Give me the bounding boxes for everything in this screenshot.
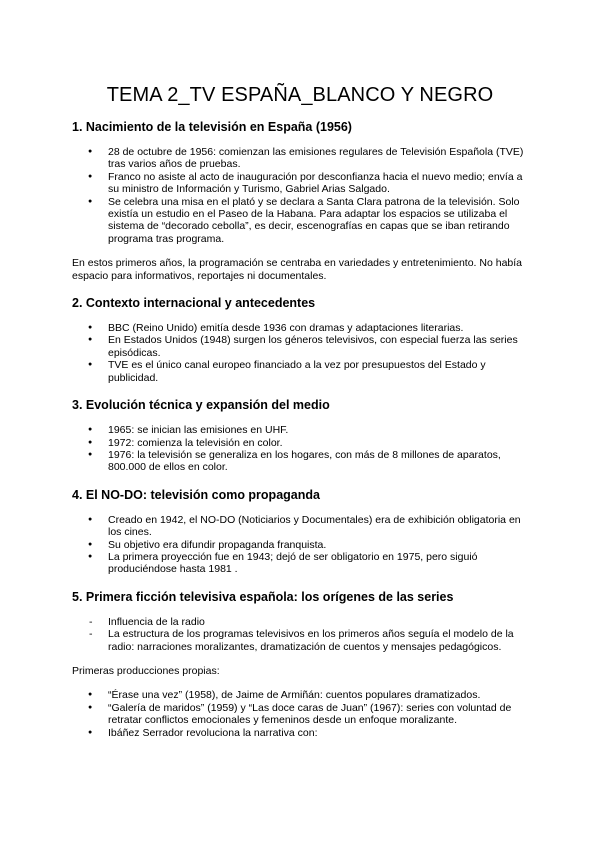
section-evolucion (72, 398, 528, 474)
section-paragraph: Primeras producciones propias: (72, 664, 220, 677)
section-contexto (72, 296, 528, 384)
list-item: ● Su objetivo era difundir propaganda franquista. (72, 539, 528, 551)
bullet-list (72, 424, 528, 474)
list-item: ● “Érase una vez” (1958), de Jaime de Armiñán: cuentos populares dramatizados. (72, 689, 528, 701)
bullet-list (72, 146, 528, 245)
list-item: ● La primera proyección fue en 1943; dejó de ser obligatorio en 1975, pero siguió produciéndose hasta 1981 . (72, 551, 528, 576)
section-heading: 4. El NO-DO: televisión como propaganda (72, 487, 320, 502)
list-item: ● Franco no asiste al acto de inauguración por desconfianza hacia el nuevo medio; envía a su ministro de Información y Turismo, Gabriel Arias Salgado. (72, 171, 528, 196)
list-item: ● “Galería de maridos” (1959) y “Las doce caras de Juan” (1967): series con voluntad de retratar conflictos emocionales y femeninos desde un enfoque moralizante. (72, 702, 528, 727)
list-item: - Influencia de la radio (72, 616, 528, 628)
list-item: ● Se celebra una misa en el plató y se declara a Santa Clara patrona de la televisión. Solo existía un estudio en el Paseo de la Habana. Para adaptar los espacios se utilizaba el sistema de “decorado cebolla”, es decir, escenografías en capas que se iban retirando programa tras programa. (72, 196, 528, 246)
dash-list (72, 616, 528, 653)
list-item: ● Ibáñez Serrador revoluciona la narrativa con: (72, 727, 528, 739)
list-item: ● 1976: la televisión se generaliza en los hogares, con más de 8 millones de aparatos, 800.000 de ellos en color. (72, 449, 528, 474)
list-item: ● TVE es el único canal europeo financiado a la vez por presupuestos del Estado y publicidad. (72, 359, 528, 384)
list-item: ● Creado en 1942, el NO-DO (Noticiarios y Documentales) era de exhibición obligatoria en los cines. (72, 514, 528, 539)
section-ficcion (72, 590, 528, 739)
document-body (72, 120, 528, 753)
list-item: ● 1965: se inician las emisiones en UHF. (72, 424, 528, 436)
list-item: ● BBC (Reino Unido) emitía desde 1936 con dramas y adaptaciones literarias. (72, 322, 528, 334)
section-heading: 2. Contexto internacional y antecedentes (72, 296, 316, 311)
document-title: TEMA 2_TV ESPAÑA_BLANCO Y NEGRO (106, 84, 494, 106)
bullet-list (72, 689, 528, 739)
section-nacimiento (72, 120, 528, 282)
list-item: ● 28 de octubre de 1956: comienzan las emisiones regulares de Televisión Española (TVE) tras varios años de pruebas. (72, 146, 528, 171)
section-heading: 1. Nacimiento de la televisión en España (1956) (72, 120, 352, 134)
bullet-list (72, 514, 528, 576)
list-item: ● 1972: comienza la televisión en color. (72, 437, 528, 449)
section-heading: 5. Primera ficción televisiva española: los orígenes de las series (72, 589, 454, 604)
bullet-list (72, 322, 528, 384)
section-heading: 3. Evolución técnica y expansión del medio (72, 398, 330, 413)
list-item: - La estructura de los programas televisivos en los primeros años seguía el modelo de la radio: narraciones moralizantes, dramatización de cuentos y mensajes pedagógicos. (72, 628, 528, 653)
list-item: ● En Estados Unidos (1948) surgen los géneros televisivos, con especial fuerza las series episódicas. (72, 334, 528, 359)
section-paragraph: En estos primeros años, la programación se centraba en variedades y entretenimiento. No había espacio para informativos, reportajes ni documentales. (72, 257, 523, 282)
section-nodo (72, 488, 528, 576)
